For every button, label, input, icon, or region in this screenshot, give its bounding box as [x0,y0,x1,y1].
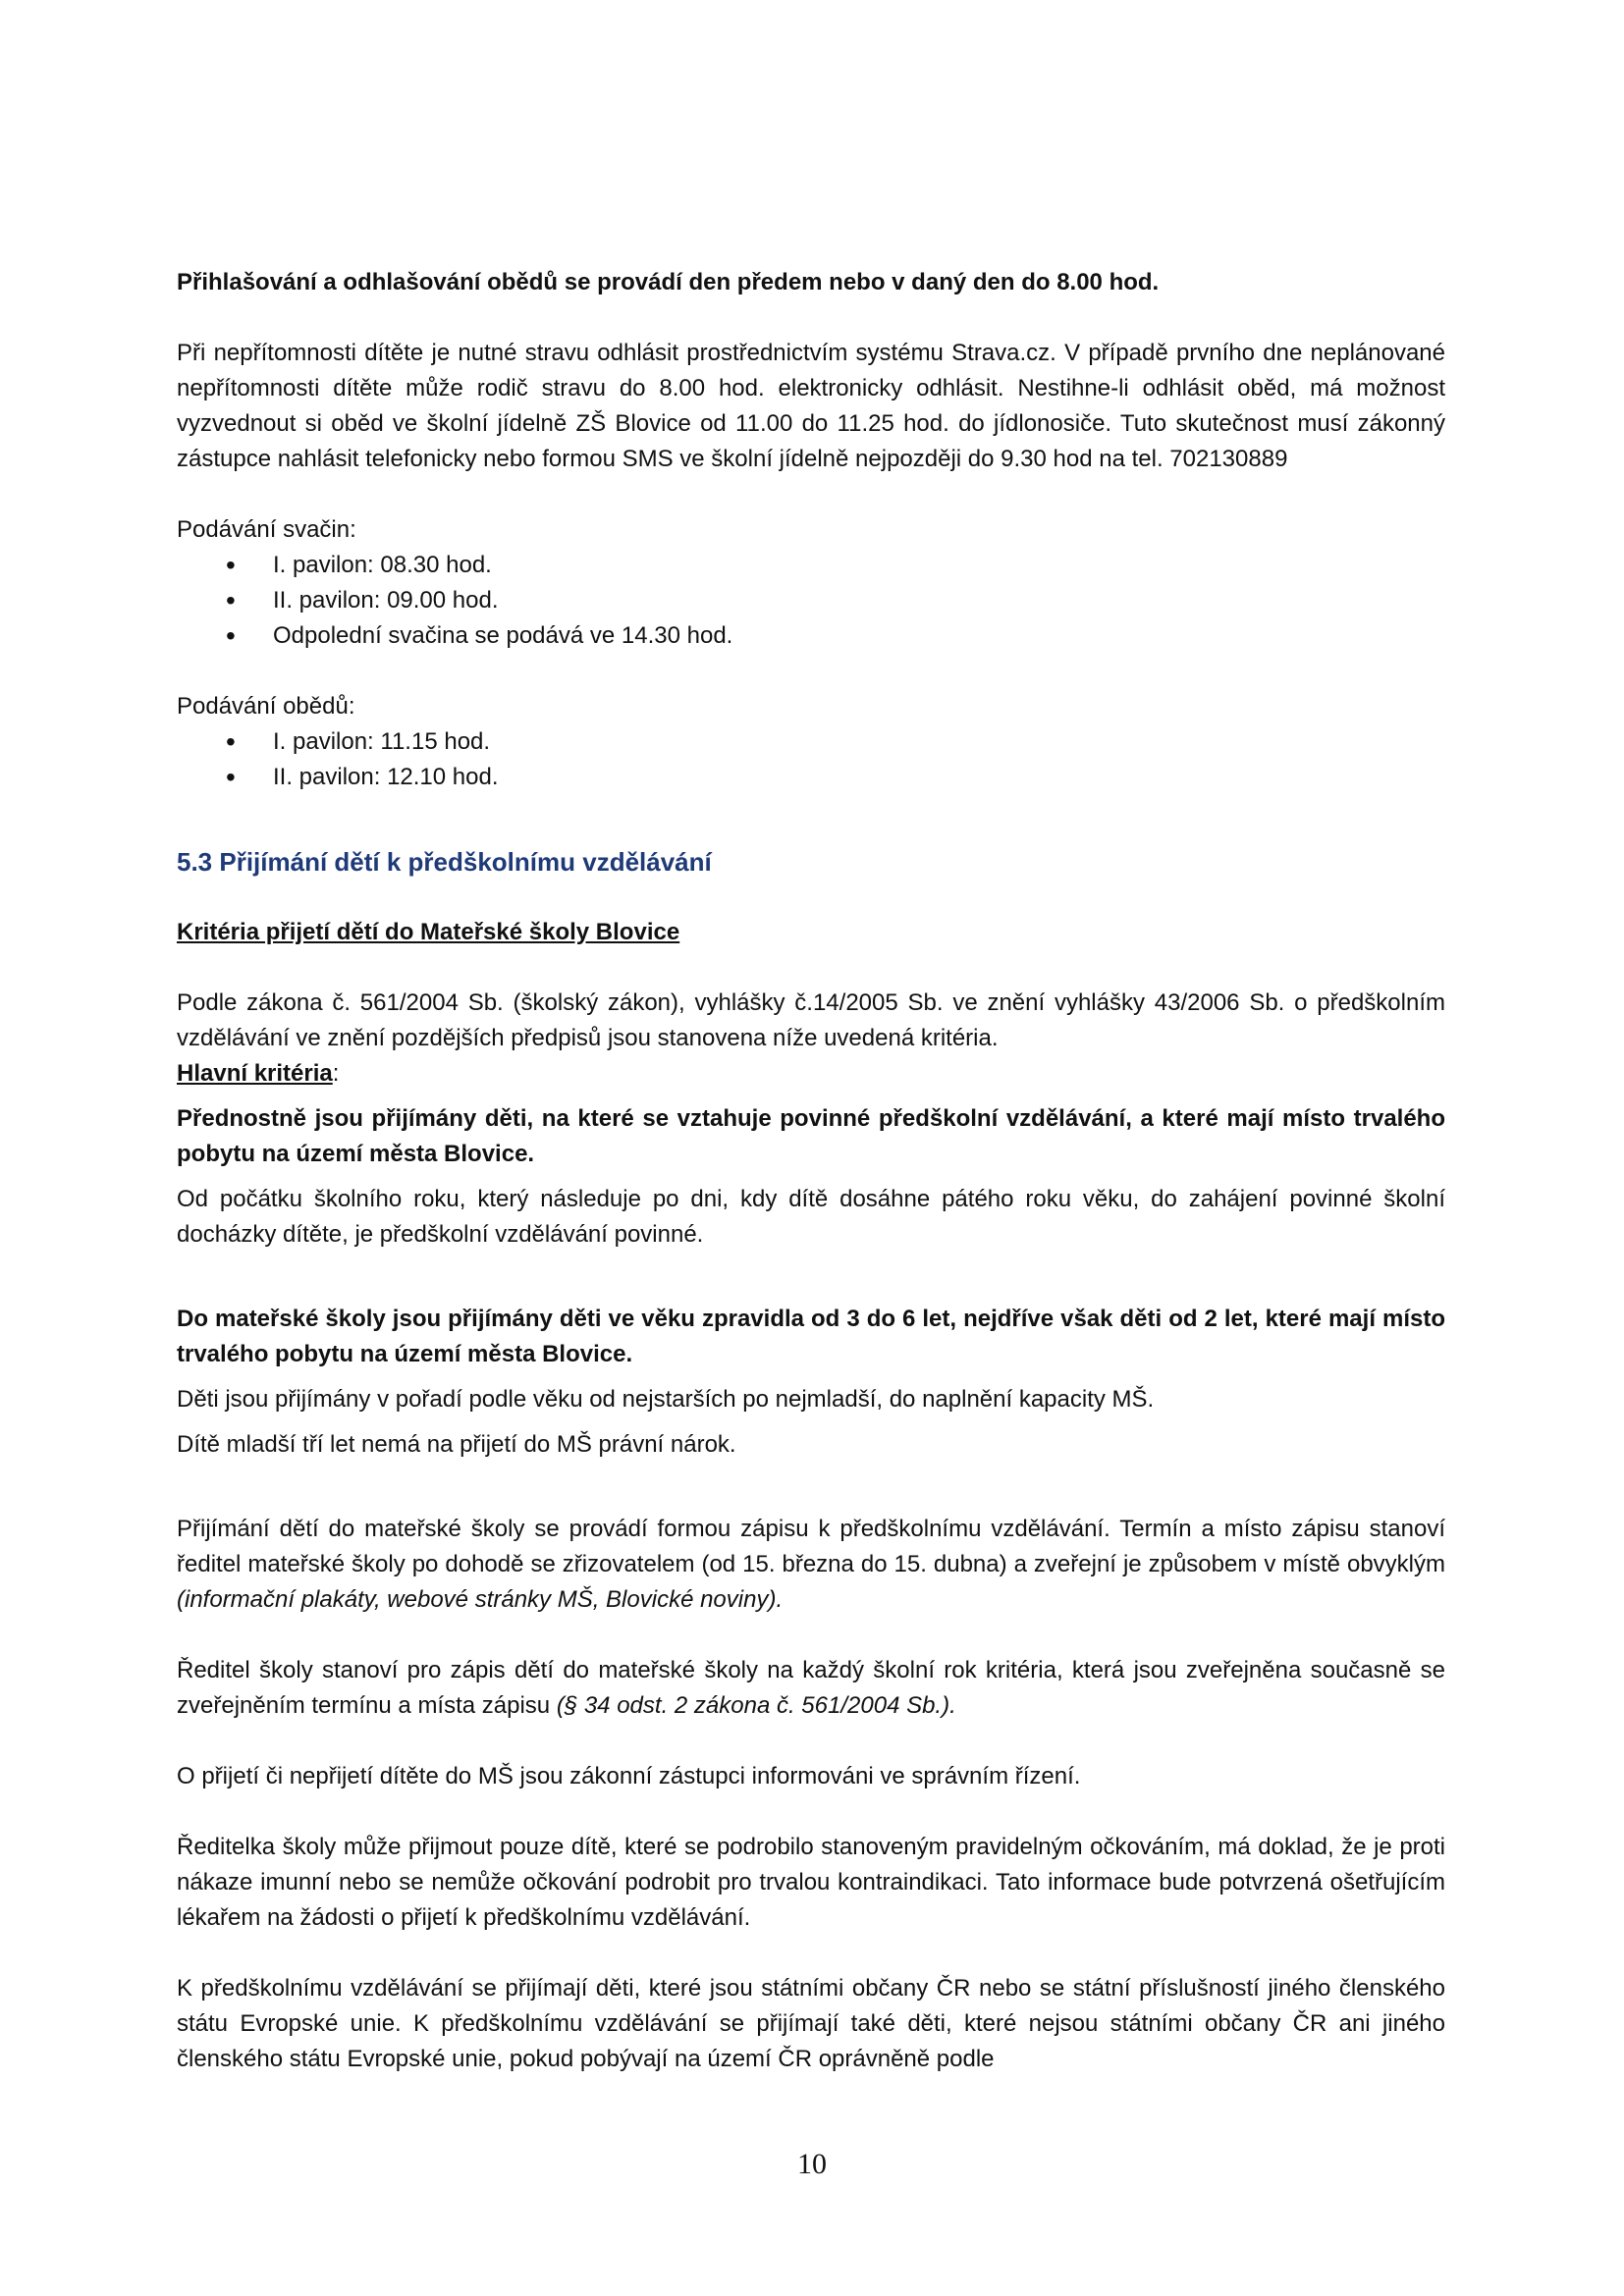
list-item: • I. pavilon: 08.30 hod. [177,548,1445,583]
enrolment-italic: (informační plakáty, webové stránky MŠ, Blovické noviny). [177,1586,784,1613]
snacks-list [177,548,1445,654]
list-item: • I. pavilon: 11.15 hod. [177,724,1445,760]
enrolment-text: Přijímání dětí do mateřské školy se provádí formou zápisu k předškolnímu vzdělávání. Termín a místo zápisu stanoví ředitel mateřské školy po dohodě se zřizovatelem (od 15. března do 15. dubna) a zveřejní je způsobem v místě obvyklým [177,1516,1445,1577]
absence-paragraph: Při nepřítomnosti dítěte je nutné stravu odhlásit prostřednictvím systému Strava.cz. V případě prvního dne neplánované nepřítomnosti dítěte může rodič stravu do 8.00 hod. elektronicky odhlásit. Nestihne-li odhlásit oběd, má možnost vyzvednout si oběd ve školní jídelně ZŠ Blovice od 11.00 do 11.25 hod. do jídlonosiče. Tuto skutečnost musí zákonný zástupce nahlásit telefonicky nebo formou SMS ve školní jídelně nejpozději do 9.30 hod na tel. 702130889 [177,340,1445,472]
vaccination-paragraph: Ředitelka školy může přijmout pouze dítě, které se podrobilo stanoveným pravidelným očkováním, má doklad, že je proti nákaze imunní nebo se nemůže očkování podrobit pro trvalou kontraindikaci. Tato informace bude potvrzená ošetřujícím lékařem na žádosti o přijetí k předškolnímu vzdělávání. [177,1834,1445,1931]
meal-registration-paragraph: Přihlašování a odhlašování obědů se provádí den předem nebo v daný den do 8.00 hod. [177,269,1160,295]
inform-paragraph: O přijetí či nepřijetí dítěte do MŠ jsou zákonní zástupci informováni ve správním řízení. [177,1763,1081,1789]
mandatory-paragraph: Od počátku školního roku, který následuje po dni, kdy dítě dosáhne pátého roku věku, do zahájení povinné školní docházky dítěte, je předškolní vzdělávání povinné. [177,1186,1445,1248]
list-item: • II. pavilon: 12.10 hod. [177,760,1445,795]
list-item: • Odpolední svačina se podává ve 14.30 hod. [177,618,1445,654]
criteria-heading: Kritéria přijetí dětí do Mateřské školy Blovice [177,919,680,945]
document-page [177,265,1445,2077]
enrolment-paragraph [177,1512,1445,1618]
page-number: 10 [797,2148,827,2180]
lunches-title: Podávání obědů: [177,693,355,720]
lunches-list [177,724,1445,795]
law-paragraph: Podle zákona č. 561/2004 Sb. (školský zákon), vyhlášky č.14/2005 Sb. ve znění vyhlášky 43/2006 Sb. o předškolním vzdělávání ve znění pozdějších předpisů jsou stanovena níže uvedená kritéria. [177,989,1445,1051]
director-text: Ředitel školy stanoví pro zápis dětí do mateřské školy na každý školní rok kritéria, která jsou zveřejněna současně se zveřejněním termínu a místa zápisu [177,1657,1445,1719]
under-three-paragraph: Dítě mladší tří let nemá na přijetí do MŠ právní nárok. [177,1431,736,1458]
director-paragraph [177,1653,1445,1724]
main-criteria-label: Hlavní kritéria [177,1060,333,1087]
snacks-title: Podávání svačin: [177,516,356,543]
list-item: • II. pavilon: 09.00 hod. [177,583,1445,618]
main-criteria-line [177,1056,1445,1092]
main-criteria-colon: : [332,1060,340,1087]
section-heading: 5.3 Přijímání dětí k předškolnímu vzdělávání [177,847,712,877]
priority-paragraph: Přednostně jsou přijímány děti, na které se vztahuje povinné předškolní vzdělávání, a které mají místo trvalého pobytu na území města Blovice. [177,1105,1445,1167]
director-italic: (§ 34 odst. 2 zákona č. 561/2004 Sb.). [556,1692,956,1719]
citizenship-paragraph: K předškolnímu vzdělávání se přijímají děti, které jsou státními občany ČR nebo se státní příslušností jiného členského státu Evropské unie. K předškolnímu vzdělávání se přijímají také děti, které nejsou státními občany ČR ani jiného členského státu Evropské unie, pokud pobývají na území ČR oprávněně podle [177,1975,1445,2072]
order-paragraph: Děti jsou přijímány v pořadí podle věku od nejstarších po nejmladší, do naplnění kapacity MŠ. [177,1386,1155,1413]
age-paragraph: Do mateřské školy jsou přijímány děti ve věku zpravidla od 3 do 6 let, nejdříve však děti od 2 let, které mají místo trvalého pobytu na území města Blovice. [177,1306,1445,1367]
